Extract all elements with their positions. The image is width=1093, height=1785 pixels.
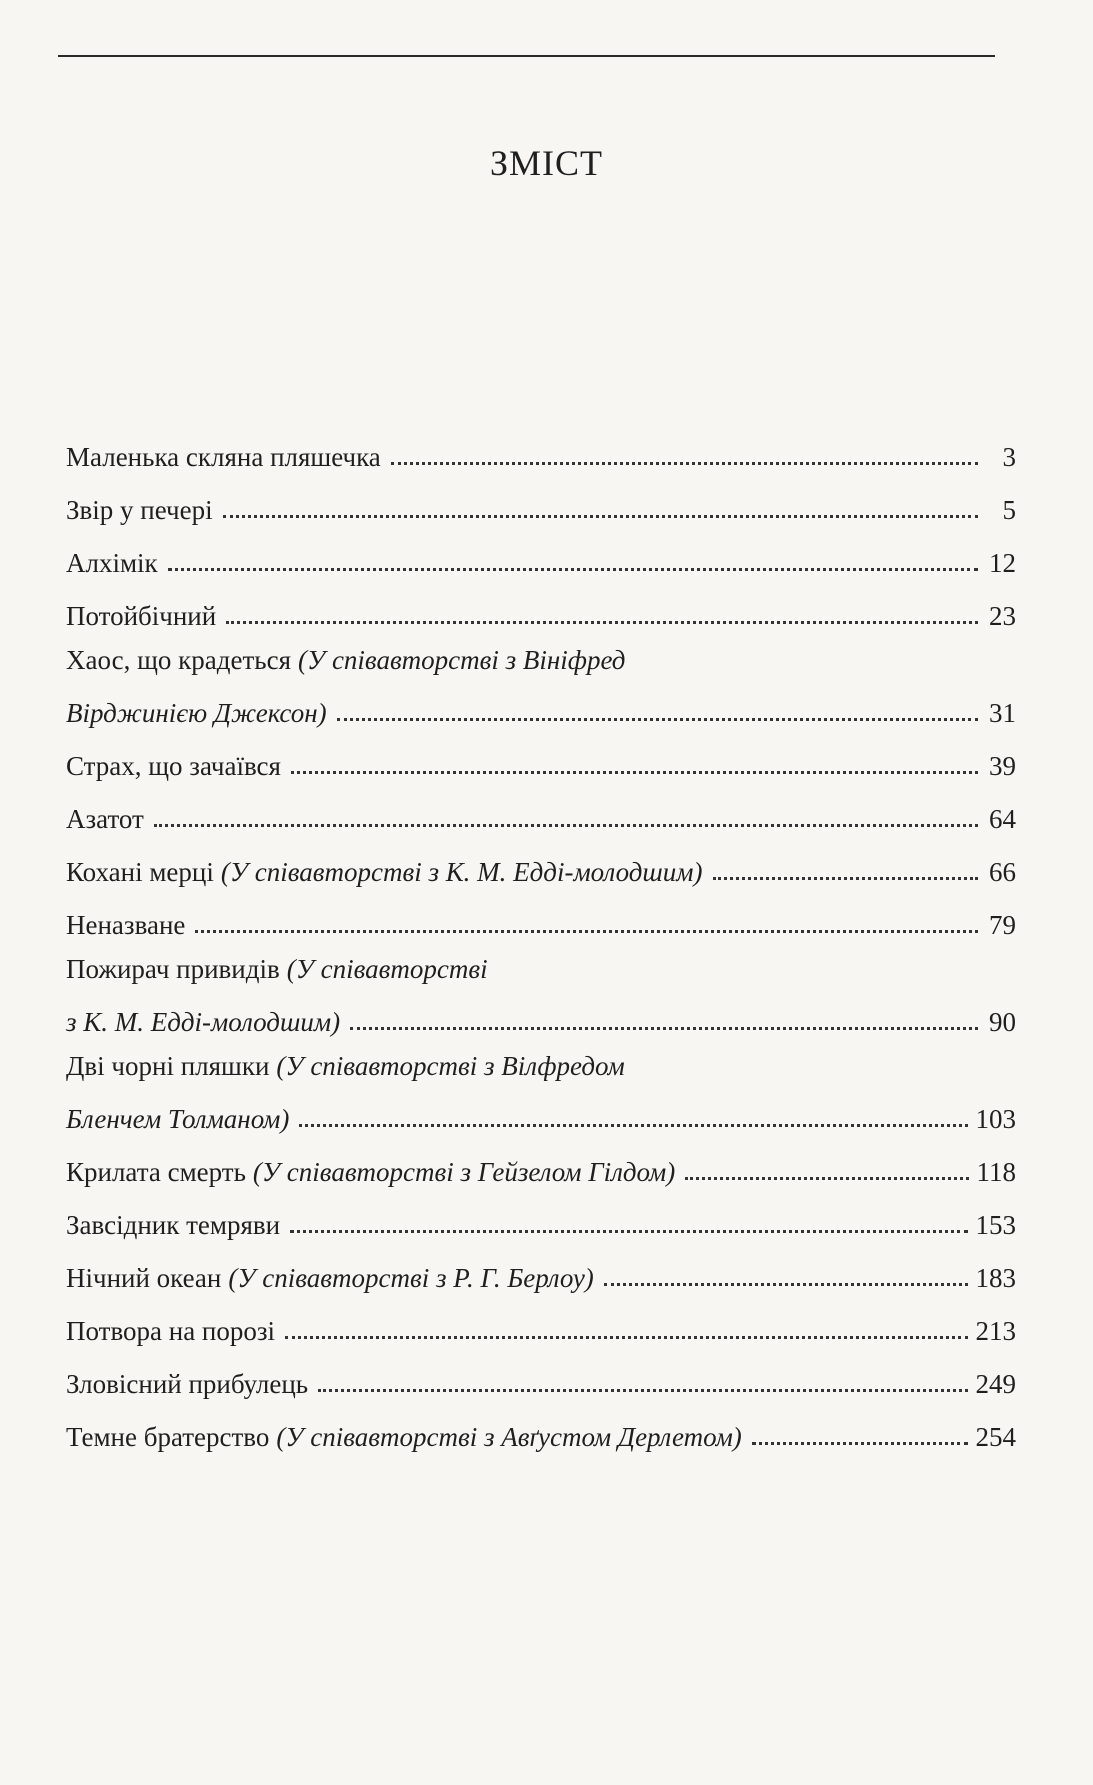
- toc-entry[interactable]: [66, 420, 1016, 473]
- toc-page-number: 153: [975, 1210, 1016, 1240]
- dot-leader: [154, 824, 978, 827]
- toc-page-number: 90: [989, 1007, 1016, 1037]
- table-of-contents: [66, 420, 1016, 1453]
- toc-entry-title: Завсідник темряви: [66, 1210, 281, 1240]
- toc-entry-title: Потойбічний: [66, 601, 217, 631]
- toc-coauthor-note-cont: з К. М. Едді-молодшим): [66, 1007, 341, 1037]
- toc-entry[interactable]: [66, 1038, 1016, 1082]
- toc-entry-title: Дві чорні пляшки: [66, 1051, 270, 1081]
- toc-page-number: 3: [1002, 442, 1016, 472]
- toc-page-number: 183: [975, 1263, 1016, 1293]
- toc-page-number: 103: [975, 1104, 1016, 1134]
- toc-entry-title: Хаос, що крадеться: [66, 645, 292, 675]
- toc-page-number: 23: [989, 601, 1016, 631]
- dot-leader: [752, 1442, 968, 1445]
- dot-leader: [168, 568, 978, 571]
- dot-leader: [195, 930, 978, 933]
- toc-entry[interactable]: [66, 782, 1016, 835]
- page-title: ЗМІСТ: [489, 143, 604, 183]
- toc-entry-continuation[interactable]: [66, 985, 1016, 1038]
- toc-page-number: 12: [989, 548, 1016, 578]
- toc-coauthor-note-cont: Вірджинією Джексон): [66, 698, 327, 728]
- toc-coauthor-note: (У співавторстві з Вініфред: [298, 645, 626, 675]
- toc-entry[interactable]: [66, 941, 1016, 985]
- toc-entry[interactable]: [66, 729, 1016, 782]
- toc-entry-title: Потвора на порозі: [66, 1316, 276, 1346]
- toc-page-number: 66: [989, 857, 1016, 887]
- toc-entry[interactable]: [66, 1400, 1016, 1453]
- toc-entry-title: Страх, що зачаївся: [66, 751, 281, 781]
- dot-leader: [290, 1230, 967, 1233]
- toc-entry-title: Нічний океан: [66, 1263, 222, 1293]
- toc-entry[interactable]: [66, 1294, 1016, 1347]
- toc-entry[interactable]: [66, 579, 1016, 632]
- toc-entry[interactable]: [66, 835, 1016, 888]
- toc-entry[interactable]: [66, 632, 1016, 676]
- toc-entry[interactable]: [66, 1188, 1016, 1241]
- dot-leader: [226, 621, 978, 624]
- dot-leader: [291, 771, 978, 774]
- toc-entry-title: Звір у печері: [66, 495, 213, 525]
- toc-entry-title: Темне братерство: [66, 1422, 270, 1452]
- toc-page-number: 64: [989, 804, 1016, 834]
- toc-entry-title: Зловісний прибулець: [66, 1369, 309, 1399]
- toc-entry-title: Маленька скляна пляшечка: [66, 442, 381, 472]
- toc-entry[interactable]: [66, 473, 1016, 526]
- dot-leader: [685, 1177, 968, 1180]
- toc-page-number: 79: [989, 910, 1016, 940]
- toc-page-number: 213: [975, 1316, 1016, 1346]
- toc-coauthor-note: (У співавторстві з Гейзелом Гілдом): [252, 1157, 676, 1187]
- dot-leader: [223, 515, 978, 518]
- toc-entry-continuation[interactable]: [66, 1082, 1016, 1135]
- toc-coauthor-note: (У співавторстві з Р. Г. Берлоу): [228, 1263, 594, 1293]
- dot-leader: [604, 1283, 968, 1286]
- toc-entry[interactable]: [66, 1241, 1016, 1294]
- toc-entry-title: Неназване: [66, 910, 186, 940]
- toc-entry-title: Пожирач привидів: [66, 954, 280, 984]
- toc-page-number: 39: [989, 751, 1016, 781]
- toc-coauthor-note: (У співавторстві з Вілфредом: [276, 1051, 625, 1081]
- toc-coauthor-note: (У співавторстві: [286, 954, 488, 984]
- toc-entry-title: Алхімік: [66, 548, 158, 578]
- toc-page-number: 249: [975, 1369, 1016, 1399]
- dot-leader: [299, 1124, 967, 1127]
- dot-leader: [391, 462, 978, 465]
- toc-entry-title: Кохані мерці: [66, 857, 214, 887]
- toc-coauthor-note: (У співавторстві з Авґустом Дерлетом): [276, 1422, 742, 1452]
- toc-entry[interactable]: [66, 1347, 1016, 1400]
- toc-page-number: 31: [989, 698, 1016, 728]
- toc-coauthor-note: (У співавторстві з К. М. Едді-молодшим): [220, 857, 703, 887]
- toc-page-number: 254: [975, 1422, 1016, 1452]
- dot-leader: [337, 718, 978, 721]
- toc-entry-title: Крилата смерть: [66, 1157, 246, 1187]
- toc-entry[interactable]: [66, 888, 1016, 941]
- dot-leader: [713, 877, 978, 880]
- dot-leader: [318, 1389, 967, 1392]
- toc-entry-continuation[interactable]: [66, 676, 1016, 729]
- toc-page-number: 118: [976, 1157, 1016, 1187]
- dot-leader: [350, 1027, 978, 1030]
- toc-entry[interactable]: [66, 1135, 1016, 1188]
- toc-entry[interactable]: [66, 526, 1016, 579]
- dot-leader: [285, 1336, 967, 1339]
- toc-page-number: 5: [1002, 495, 1016, 525]
- toc-coauthor-note-cont: Бленчем Толманом): [66, 1104, 290, 1134]
- top-rule: [58, 55, 995, 57]
- toc-entry-title: Азатот: [66, 804, 144, 834]
